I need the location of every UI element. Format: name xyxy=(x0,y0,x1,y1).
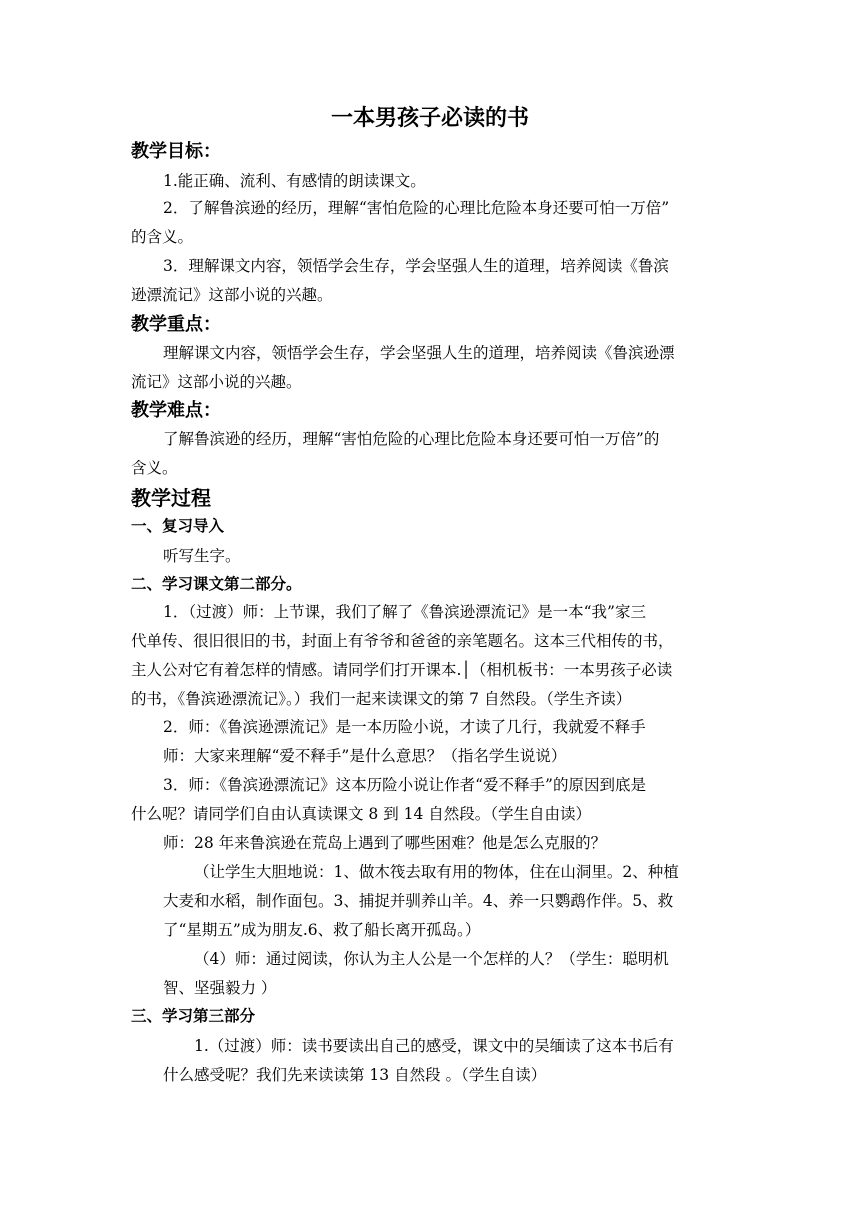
goals-heading: 教学目标： xyxy=(131,141,221,162)
difficulty-heading: 教学难点： xyxy=(131,400,221,421)
goal-item-2-line-2: 的含义。 xyxy=(131,228,194,246)
difficulty-line-2: 含义。 xyxy=(131,459,178,477)
section-3-para-1-line-1: 1.（过渡）师：读书要读出自己的感受，课文中的吴缅读了这本书后有 xyxy=(194,1037,674,1055)
section-3-para-1-line-2: 什么感受呢？我们先来读读第 13 自然段 。（学生自读） xyxy=(163,1066,547,1084)
section-2-para-6-line-2: 智、坚强毅力 ） xyxy=(163,979,277,997)
goal-item-3-line-1: 3．理解课文内容，领悟学会生存，学会坚强人生的道理，培养阅读《鲁滨 xyxy=(163,257,669,275)
section-2-heading: 二、学习课文第二部分。 xyxy=(131,575,302,593)
focus-line-2: 流记》这部小说的兴趣。 xyxy=(131,373,302,391)
section-2-para-5-line-3: 了“星期五”成为朋友.6、救了船长离开孤岛。） xyxy=(163,921,481,939)
section-2-para-5-line-2: 大麦和水稻，制作面包。3、捕捉并驯养山羊。4、养一只鹦鹉作伴。5、救 xyxy=(163,892,674,910)
section-2-para-1-line-4: 的书，《鲁滨逊漂流记》。）我们一起来读课文的第 7 自然段。（学生齐读） xyxy=(131,690,632,708)
goal-item-2-line-1: 2．了解鲁滨逊的经历，理解“害怕危险的心理比危险本身还要可怕一万倍” xyxy=(163,199,670,217)
section-2-para-2: 2．师：《鲁滨逊漂流记》是一本历险小说，才读了几行，我就爱不释手 xyxy=(163,718,646,736)
section-2-para-2b: 师：大家来理解“爱不释手”是什么意思？（指名学生说说） xyxy=(163,747,567,765)
section-2-para-1-line-2: 代单传、很旧很旧的书，封面上有爷爷和爸爸的亲笔题名。这本三代相传的书， xyxy=(131,632,674,650)
section-1-heading: 一、复习导入 xyxy=(131,517,225,535)
section-1-text: 听写生字。 xyxy=(163,547,241,565)
section-2-para-1-line-1: 1．（过渡）师：上节课，我们了解了《鲁滨逊漂流记》是一本“我”家三 xyxy=(163,603,646,621)
section-2-para-6-line-1: （4）师：通过阅读，你认为主人公是一个怎样的人？（学生：聪明机 xyxy=(194,950,669,968)
focus-heading: 教学重点： xyxy=(131,314,221,335)
document-title: 一本男孩子必读的书 xyxy=(330,106,529,131)
section-2-para-1-line-3: 主人公对它有着怎样的情感。请同学们打开课本.│（相机板书：一本男孩子必读 xyxy=(131,661,673,679)
focus-line-1: 理解课文内容，领悟学会生存，学会坚强人生的道理，培养阅读《鲁滨逊漂 xyxy=(163,344,675,362)
section-2-para-3-line-2: 什么呢？请同学们自由认真读课文 8 到 14 自然段。（学生自由读） xyxy=(131,805,592,823)
difficulty-line-1: 了解鲁滨逊的经历，理解“害怕危险的心理比危险本身还要可怕一万倍”的 xyxy=(163,430,660,448)
section-2-para-4: 师：28 年来鲁滨逊在荒岛上遇到了哪些困难？他是怎么克服的？ xyxy=(163,834,607,852)
goal-item-1: 1.能正确、流利、有感情的朗读课文。 xyxy=(163,172,426,190)
section-2-para-3-line-1: 3．师：《鲁滨逊漂流记》这本历险小说让作者“爱不释手”的原因到底是 xyxy=(163,776,646,794)
section-2-para-5-line-1: （让学生大胆地说：1、做木筏去取有用的物体，住在山洞里。2、种植 xyxy=(194,863,679,881)
process-heading: 教学过程 xyxy=(131,486,211,510)
section-3-heading: 三、学习第三部分 xyxy=(131,1007,256,1025)
goal-item-3-line-2: 逊漂流记》这部小说的兴趣。 xyxy=(131,286,333,304)
